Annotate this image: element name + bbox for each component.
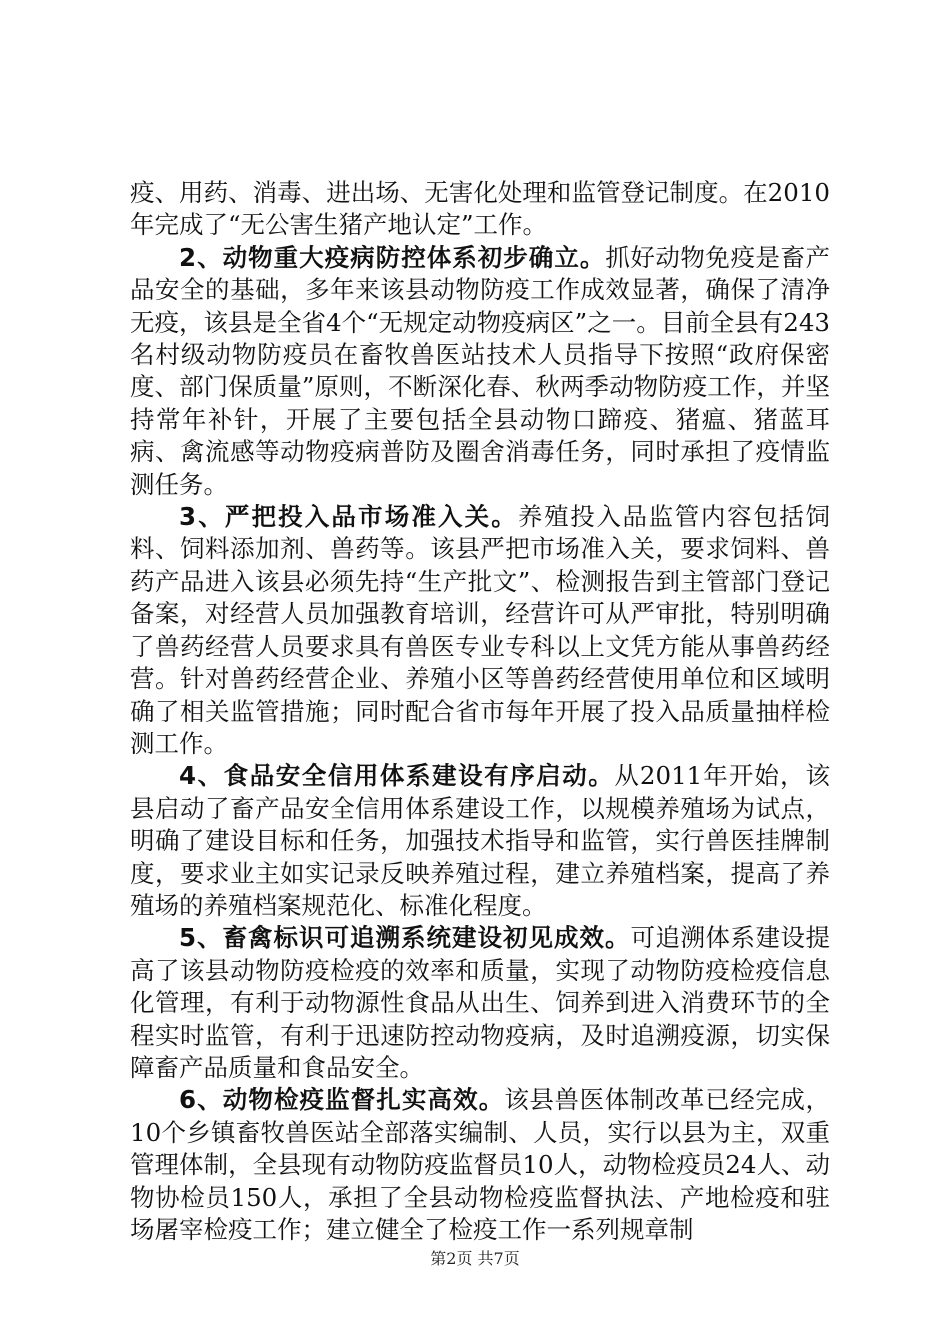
paragraph-heading: 3、严把投入品市场准入关。 <box>179 502 518 532</box>
paragraph-text: 从2011年开始，该县启动了畜产品安全信用体系建设工作，以规模养殖场为试点，明确了建设目标和任务，加强技术指导和监管，实行兽医挂牌制度，要求业主如实记录反映养殖过程，建立养殖档案，提高了养殖场的养殖档案规范化、标准化程度。 <box>130 761 830 920</box>
paragraph-heading: 6、动物检疫监督扎实高效。 <box>179 1085 505 1115</box>
paragraph-heading: 5、畜禽标识可追溯系统建设初见成效。 <box>179 923 631 953</box>
document-body <box>130 177 830 1246</box>
paragraph-quarantine-supervision <box>130 1084 830 1246</box>
paragraph-epidemic-control <box>130 242 830 501</box>
paragraph-text: 抓好动物免疫是畜产品安全的基础，多年来该县动物防疫工作成效显著，确保了清净无疫，该县是全省4个“无规定动物疫病区”之一。目前全县有243名村级动物防疫员在畜牧兽医站技术人员指导下按照“政府保密度、部门保质量”原则，不断深化春、秋两季动物防疫工作，并坚持常年补针，开展了主要包括全县动物口蹄疫、猪瘟、猪蓝耳病、禽流感等动物疫病普防及圈舍消毒任务，同时承担了疫情监测任务。 <box>130 242 831 499</box>
paragraph-text: 可追溯体系建设提高了该县动物防疫检疫的效率和质量，实现了动物防疫检疫信息化管理，有利于动物源性食品从出生、饲养到进入消费环节的全程实时监管，有利于迅速防控动物疫病，及时追溯疫源，切实保障畜产品质量和食品安全。 <box>130 923 831 1082</box>
page-number-footer: 第2页 共7页 <box>430 1249 520 1268</box>
paragraph-credit-system <box>130 760 830 922</box>
paragraph-text: 疫、用药、消毒、进出场、无害化处理和监管登记制度。在2010年完成了“无公害生猪产地认定”工作。 <box>130 178 830 240</box>
paragraph-market-access <box>130 501 830 760</box>
paragraph-heading: 4、食品安全信用体系建设有序启动。 <box>179 761 615 791</box>
paragraph-continuation <box>130 177 830 242</box>
paragraph-heading: 2、动物重大疫病防控体系初步确立。 <box>179 242 606 272</box>
paragraph-traceability <box>130 922 830 1084</box>
paragraph-text: 该县兽医体制改革已经完成，10个乡镇畜牧兽医站全部落实编制、人员，实行以县为主，双重管理体制，全县现有动物防疫监督员10人，动物检疫员24人、动物协检员150人，承担了全县动物检疫监督执法、产地检疫和驻场屠宰检疫工作；建立健全了检疫工作一系列规章制 <box>130 1085 831 1244</box>
paragraph-text: 养殖投入品监管内容包括饲料、饲料添加剂、兽药等。该县严把市场准入关，要求饲料、兽药产品进入该县必须先持“生产批文”、检测报告到主管部门登记备案，对经营人员加强教育培训，经营许可从严审批，特别明确了兽药经营人员要求具有兽医专业专科以上文凭方能从事兽药经营。针对兽药经营企业、养殖小区等兽药经营使用单位和区域明确了相关监管措施；同时配合省市每年开展了投入品质量抽样检测工作。 <box>130 502 831 758</box>
